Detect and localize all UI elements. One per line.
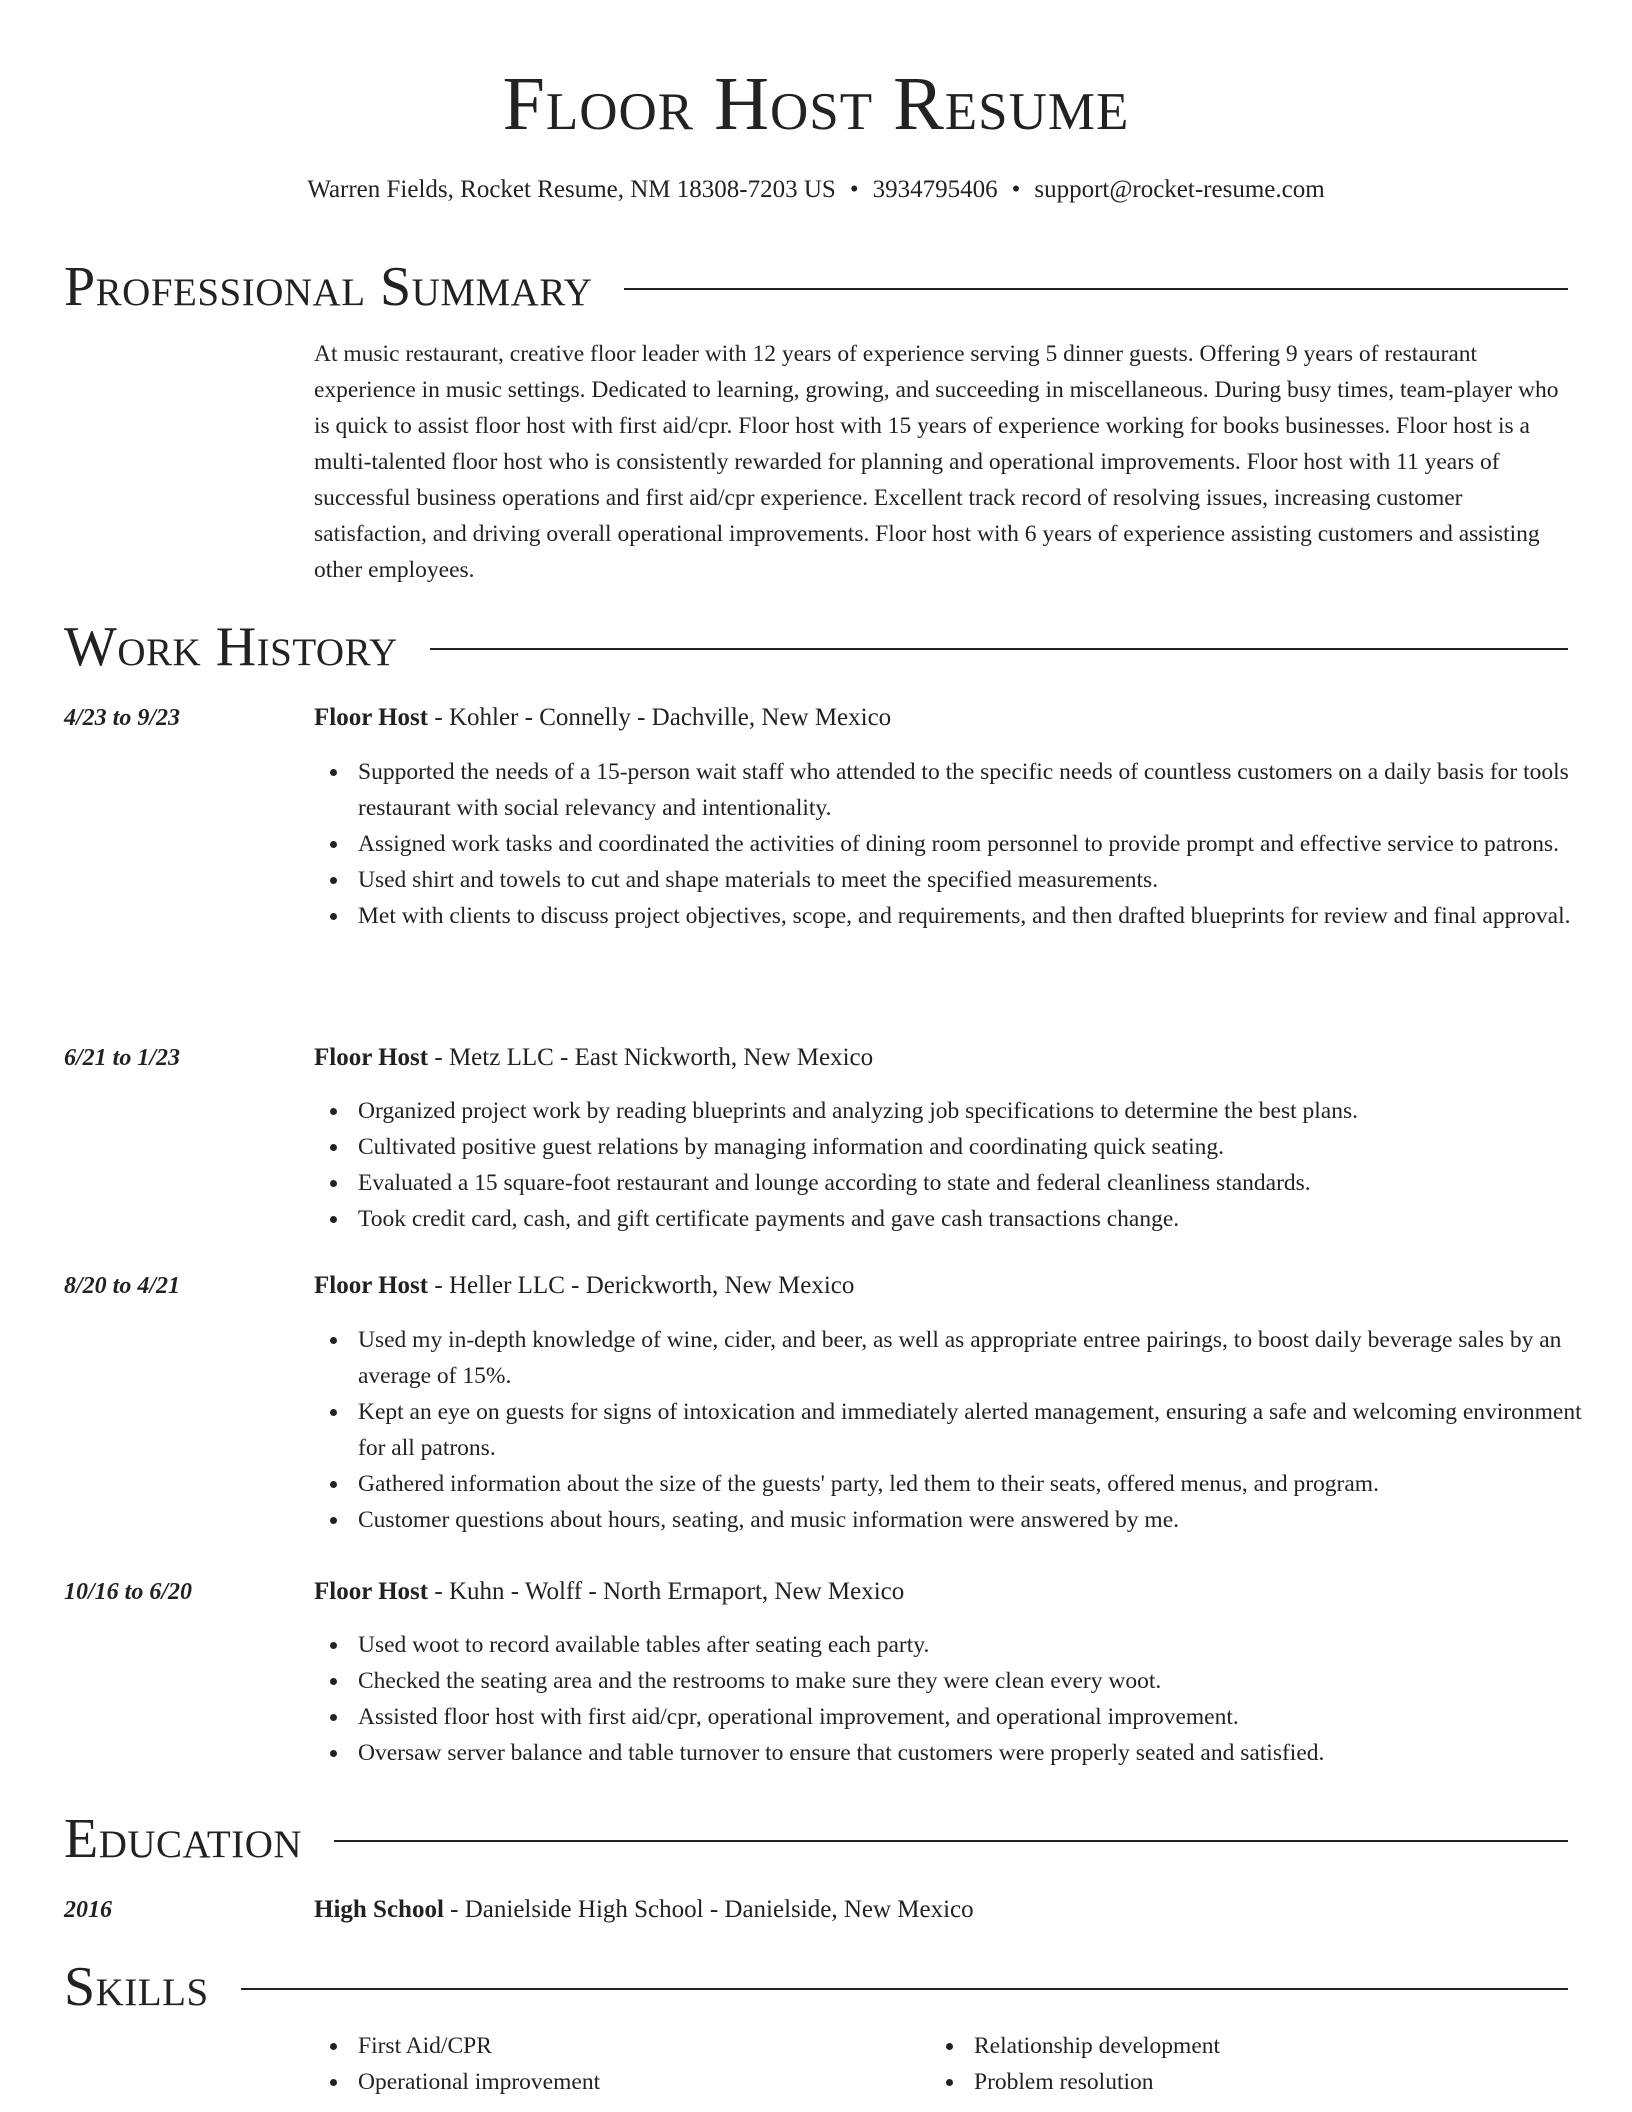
job-bullet: Gathered information about the size of the guests' party, led them to their seats, offered menus, and program. [358,1466,1612,1502]
job-bullets [314,1322,1612,1538]
job-heading [314,1268,1568,1304]
skills-list-right [930,2028,1220,2100]
skill-item: First Aid/CPR [358,2028,600,2064]
job-bullet: Customer questions about hours, seating, and music information were answered by me. [358,1502,1612,1538]
skill-item: Operational improvement [358,2064,600,2100]
job-bullet: Assisted floor host with first aid/cpr, operational improvement, and operational improvement. [358,1699,1612,1735]
job-bullet: Cultivated positive guest relations by managing information and coordinating quick seating. [358,1129,1612,1165]
job-heading [314,700,1568,736]
job-bullet: Used my in-depth knowledge of wine, cider, and beer, as well as appropriate entree pairings, to boost daily beverage sales by an average of 15%. [358,1322,1612,1394]
education-degree: High School [314,1896,444,1923]
section-divider [334,1840,1568,1842]
job-title: Floor Host [314,1578,429,1605]
job-bullet: Kept an eye on guests for signs of intoxication and immediately alerted management, ensuring a safe and welcoming environment for all patrons. [358,1394,1612,1466]
job-bullet: Took credit card, cash, and gift certificate payments and gave cash transactions change. [358,1201,1612,1237]
section-title: Professional Summary [64,256,593,318]
job-bullet: Met with clients to discuss project objectives, scope, and requirements, and then drafted blueprints for review and final approval. [358,898,1612,934]
contact-phone: 3934795406 [872,176,998,203]
job-title: Floor Host [314,1272,429,1299]
job-bullet: Used shirt and towels to cut and shape materials to meet the specified measurements. [358,862,1612,898]
job-bullet: Used woot to record available tables after seating each party. [358,1627,1612,1663]
job-employer: - Kohler - Connelly - Dachville, New Mexico [428,704,892,731]
job-bullets [314,1093,1612,1237]
job-bullet: Checked the seating area and the restrooms to make sure they were clean every woot. [358,1663,1612,1699]
summary-text: At music restaurant, creative floor leader with 12 years of experience serving 5 dinner guests. Offering 9 years of restaurant experience in music settings. Dedicated to learning, growing, and succeeding in miscellaneous. During busy times, team-player who is quick to assist floor host with first aid/cpr. Floor host with 15 years of experience working for books businesses. Floor host is a multi-talented floor host who is consistently rewarded for planning and operational improvements. Floor host with 11 years of successful business operations and first aid/cpr experience. Excellent track record of resolving issues, increasing customer satisfaction, and driving overall operational improvements. Floor host with 6 years of experience assisting customers and assisting other employees. [314,341,1559,583]
resume-title: Floor Host Resume [502,62,1130,146]
job-employer: - Heller LLC - Derickworth, New Mexico [428,1272,855,1299]
contact-line [64,172,1568,208]
contact-address: Warren Fields, Rocket Resume, NM 18308-7203 US [307,176,836,203]
job-dates: 8/20 to 4/21 [64,1273,181,1299]
education-year: 2016 [64,1897,112,1923]
job-title: Floor Host [314,704,429,731]
job-heading [314,1574,1568,1610]
job-dates: 4/23 to 9/23 [64,705,181,731]
education-heading [314,1892,1568,1928]
section-header-work-history [64,612,1568,682]
education-school: - Danielside High School - Danielside, New Mexico [443,1896,974,1923]
job-dates: 10/16 to 6/20 [64,1579,193,1605]
job-heading [314,1040,1568,1076]
job-bullet: Evaluated a 15 square-foot restaurant and lounge according to state and federal cleanliness standards. [358,1165,1612,1201]
job-title: Floor Host [314,1044,429,1071]
job-employer: - Metz LLC - East Nickworth, New Mexico [428,1044,874,1071]
job-employer: - Kuhn - Wolff - North Ermaport, New Mexico [428,1578,905,1605]
section-header-summary [64,252,1568,322]
contact-email: support@rocket-resume.com [1034,176,1325,203]
skills-list-left [314,2028,600,2100]
section-header-education [64,1804,1568,1874]
job-bullet: Organized project work by reading blueprints and analyzing job specifications to determine the best plans. [358,1093,1612,1129]
job-bullet: Supported the needs of a 15-person wait staff who attended to the specific needs of countless customers on a daily basis for tools restaurant with social relevancy and intentionality. [358,754,1612,826]
job-bullets [314,1627,1612,1771]
job-bullets [314,754,1612,934]
skill-item: Relationship development [974,2028,1220,2064]
contact-separator: • [849,176,859,203]
skill-item: Problem resolution [974,2064,1220,2100]
section-divider [241,1988,1568,1990]
job-dates: 6/21 to 1/23 [64,1045,181,1071]
section-title: Skills [64,1956,209,2018]
contact-separator: • [1011,176,1021,203]
section-divider [430,648,1568,650]
job-bullet: Oversaw server balance and table turnover to ensure that customers were properly seated and satisfied. [358,1735,1612,1771]
section-title: Education [64,1808,303,1870]
section-title: Work History [64,616,398,678]
job-bullet: Assigned work tasks and coordinated the activities of dining room personnel to provide prompt and effective service to patrons. [358,826,1612,862]
section-divider [624,288,1568,290]
section-header-skills [64,1952,1568,2022]
